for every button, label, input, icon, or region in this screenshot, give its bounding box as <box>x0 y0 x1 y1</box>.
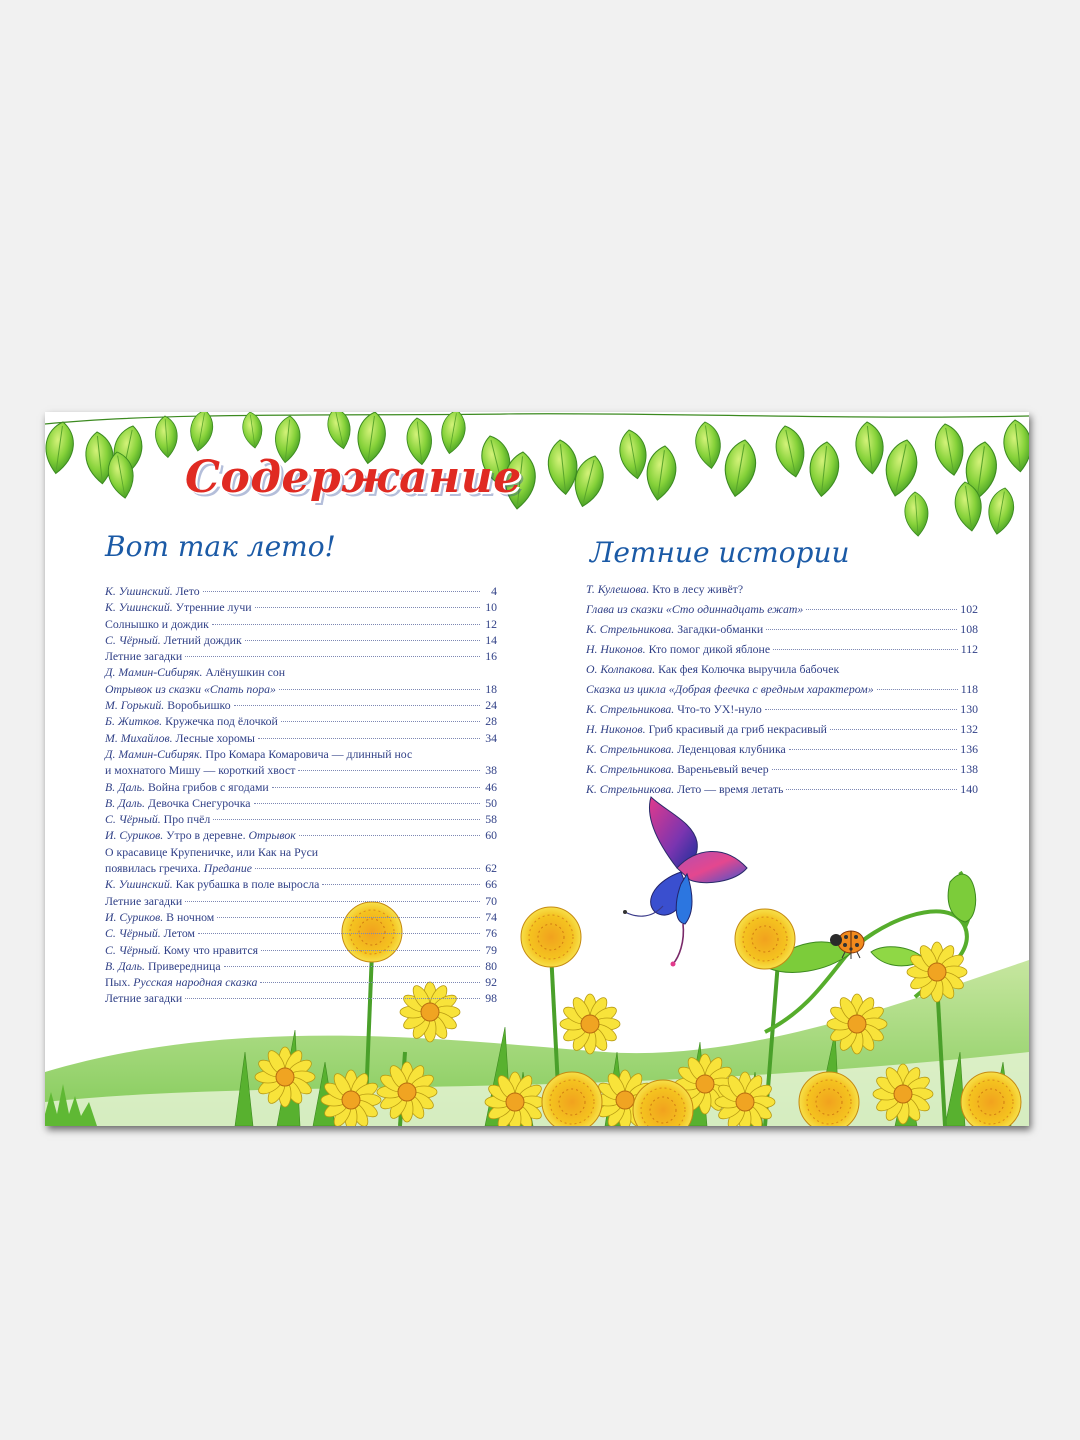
entry-line <box>105 713 497 729</box>
toc-entry[interactable] <box>586 739 978 759</box>
entry-line <box>105 811 497 827</box>
dot-leader <box>772 769 958 770</box>
entry-line <box>586 759 978 779</box>
toc-entry[interactable] <box>105 599 497 615</box>
toc-entry[interactable] <box>105 664 497 697</box>
entry-title: Что-то УХ!-нуло <box>677 702 762 716</box>
toc-entry[interactable] <box>586 659 978 699</box>
page-number: 136 <box>960 742 978 756</box>
entry-title: Про пчёл <box>163 812 211 827</box>
toc-entry[interactable] <box>586 779 978 799</box>
entry-text <box>105 942 258 958</box>
entry-author: С. Чёрный. <box>105 812 161 827</box>
entry-author: М. Горький. <box>105 698 165 713</box>
entry-title: Привередница <box>147 958 221 973</box>
entry-note: Отрывок <box>248 828 296 843</box>
entry-title: Девочка Снегурочка <box>147 795 251 810</box>
section-heading-right: Летние истории <box>590 536 850 569</box>
entry-author: Н. Никонов. <box>586 642 646 656</box>
toc-entry[interactable] <box>105 648 497 664</box>
dot-leader <box>806 609 957 610</box>
page-number: 10 <box>485 600 497 615</box>
page-number: 74 <box>485 909 497 924</box>
toc-entry[interactable] <box>105 779 497 795</box>
entry-title: Утренние лучи <box>175 600 252 615</box>
entry-text <box>586 579 743 599</box>
entry-line <box>105 942 497 958</box>
dot-leader <box>786 789 957 790</box>
dot-leader <box>224 966 480 967</box>
entry-author: О. Колпакова. <box>586 662 656 676</box>
page-number: 34 <box>485 730 497 745</box>
toc-entry[interactable] <box>105 713 497 729</box>
entry-line <box>105 616 497 632</box>
entry-text <box>586 719 827 739</box>
dot-leader <box>877 689 958 690</box>
entry-note: Глава из сказки «Сто одиннадцать ежат» <box>586 602 804 616</box>
entry-line <box>586 639 978 659</box>
toc-list-right <box>586 579 978 799</box>
entry-title: Воробьишко <box>167 698 231 713</box>
entry-line <box>586 739 978 759</box>
entry-note: Предание <box>203 861 253 876</box>
page-number: 112 <box>960 642 978 656</box>
entry-author: К. Стрельникова. <box>586 702 675 716</box>
page-number: 79 <box>485 942 497 957</box>
entry-line-continued <box>105 762 497 778</box>
toc-entry[interactable] <box>586 639 978 659</box>
page-number: 24 <box>485 698 497 713</box>
entry-text <box>105 795 251 811</box>
entry-title: Летние загадки <box>105 649 183 664</box>
dot-leader <box>212 624 480 625</box>
entry-line <box>586 719 978 739</box>
toc-entry[interactable] <box>586 579 978 619</box>
entry-line <box>105 925 497 941</box>
entry-text <box>105 746 412 762</box>
dot-leader <box>198 933 480 934</box>
dot-leader <box>765 709 958 710</box>
entry-line-continued <box>105 681 497 697</box>
entry-author: К. Стрельникова. <box>586 782 675 796</box>
dot-leader <box>185 656 480 657</box>
entry-text <box>105 990 182 1006</box>
entry-author: С. Чёрный. <box>105 632 161 647</box>
page-number: 132 <box>960 722 978 736</box>
page-number: 4 <box>491 584 497 598</box>
toc-entry[interactable] <box>586 759 978 779</box>
entry-title: Утро в деревне. <box>166 828 246 843</box>
dot-leader <box>298 770 480 771</box>
entry-text <box>105 583 200 599</box>
page-number: 16 <box>485 649 497 664</box>
entry-author: М. Михайлов. <box>105 730 173 745</box>
dot-leader <box>203 591 480 592</box>
entry-title: Алёнушкин сон <box>205 665 286 680</box>
entry-title: Кому что нравится <box>163 942 259 957</box>
entry-text <box>105 827 296 843</box>
dot-leader <box>258 738 480 739</box>
page-title: Содержание <box>185 452 522 503</box>
page-number: 28 <box>485 714 497 729</box>
entry-author: Н. Никонов. <box>586 722 646 736</box>
entry-line <box>105 664 497 680</box>
page-number: 60 <box>485 828 497 843</box>
entry-line <box>586 779 978 799</box>
section-heading-left: Вот так лето! <box>105 530 336 563</box>
entry-text <box>105 762 295 778</box>
dot-leader <box>260 982 480 983</box>
toc-entry[interactable] <box>105 909 497 925</box>
entry-author: К. Стрельникова. <box>586 762 675 776</box>
entry-line <box>586 699 978 719</box>
entry-text <box>105 909 214 925</box>
entry-text <box>586 699 762 719</box>
entry-title: Леденцовая клубника <box>677 742 786 756</box>
page-number: 102 <box>960 602 978 616</box>
toc-entry[interactable] <box>105 616 497 632</box>
dot-leader <box>279 689 480 690</box>
entry-text <box>105 616 209 632</box>
entry-line <box>586 659 978 679</box>
dot-leader <box>789 749 958 750</box>
page-number: 12 <box>485 616 497 631</box>
entry-line <box>105 746 497 762</box>
toc-entry[interactable] <box>105 958 497 974</box>
page-number: 62 <box>485 861 497 876</box>
entry-author: К. Ушинский. <box>105 600 173 615</box>
toc-entry[interactable] <box>105 876 497 892</box>
entry-author: К. Стрельникова. <box>586 742 675 756</box>
entry-author: В. Даль. <box>105 958 145 973</box>
entry-line <box>105 632 497 648</box>
entry-title: Вареньевый вечер <box>677 762 769 776</box>
entry-title: В ночном <box>166 909 215 924</box>
entry-line <box>105 730 497 746</box>
entry-text <box>105 648 182 664</box>
entry-title: Как рубашка в поле выросла <box>175 877 320 892</box>
entry-title: Кто помог дикой яблоне <box>648 642 771 656</box>
dot-leader <box>185 901 480 902</box>
dot-leader <box>254 803 481 804</box>
page-number: 76 <box>485 926 497 941</box>
entry-title: Как фея Колючка выручила бабочек <box>658 662 840 676</box>
entry-title: Лето <box>175 584 200 598</box>
entry-line <box>105 958 497 974</box>
entry-text <box>105 958 221 974</box>
entry-title-continued: появилась гречиха. <box>105 861 201 876</box>
entry-text <box>105 632 242 648</box>
entry-text <box>105 599 252 615</box>
entry-line <box>105 974 497 990</box>
book-spread <box>45 412 1029 1126</box>
entry-note: Сказка из цикла «Добрая феечка с вредным характером» <box>586 682 874 696</box>
toc-entry[interactable] <box>105 942 497 958</box>
entry-line <box>586 579 978 599</box>
entry-text <box>586 759 769 779</box>
page-number: 92 <box>485 975 497 990</box>
entry-title: Война грибов с ягодами <box>147 779 269 794</box>
page-number: 46 <box>485 779 497 794</box>
entry-line <box>105 909 497 925</box>
entry-title: Лесные хоромы <box>175 730 255 745</box>
entry-line <box>105 893 497 909</box>
page-number: 14 <box>485 632 497 647</box>
entry-title: Кружечка под ёлочкой <box>165 714 278 729</box>
page-number: 50 <box>485 795 497 810</box>
page-number: 108 <box>960 622 978 636</box>
entry-text <box>105 844 318 860</box>
toc-entry[interactable] <box>105 925 497 941</box>
entry-note: Отрывок из сказки «Спать пора» <box>105 681 276 696</box>
entry-author: Д. Мамин-Сибиряк. <box>105 665 203 680</box>
dot-leader <box>322 884 480 885</box>
entry-author: В. Даль. <box>105 795 145 810</box>
entry-text <box>105 974 257 990</box>
entry-author: С. Чёрный. <box>105 942 161 957</box>
page-number: 140 <box>960 782 978 796</box>
page-number: 18 <box>485 681 497 696</box>
entry-author: В. Даль. <box>105 779 145 794</box>
page-number: 80 <box>485 958 497 973</box>
toc-entry[interactable] <box>105 893 497 909</box>
entry-text <box>105 713 278 729</box>
entry-title: О красавице Крупеничке, или Как на Руси <box>105 844 319 859</box>
entry-text <box>586 779 783 799</box>
entry-line <box>105 844 497 860</box>
entry-text <box>586 679 874 699</box>
dot-leader <box>281 721 480 722</box>
toc-entry[interactable] <box>586 719 978 739</box>
entry-line <box>105 779 497 795</box>
toc-list-left <box>105 583 497 1007</box>
entry-text <box>586 639 770 659</box>
entry-note: Русская народная сказка <box>133 975 258 990</box>
entry-text <box>105 925 195 941</box>
toc-entry[interactable] <box>105 990 497 1006</box>
dot-leader <box>185 998 480 999</box>
dot-leader <box>773 649 958 650</box>
dot-leader <box>217 917 480 918</box>
entry-author: И. Суриков. <box>105 828 164 843</box>
entry-title: Летом <box>163 926 195 941</box>
entry-author: С. Чёрный. <box>105 926 161 941</box>
entry-line-continued <box>105 860 497 876</box>
entry-title: Лето — время летать <box>677 782 784 796</box>
entry-text <box>586 619 763 639</box>
entry-text <box>105 730 255 746</box>
dot-leader <box>255 607 480 608</box>
entry-title-continued: и мохнатого Мишу — короткий хвост <box>105 763 296 778</box>
dot-leader <box>272 787 480 788</box>
page-number: 58 <box>485 812 497 827</box>
toc-entry[interactable] <box>105 811 497 827</box>
page-number: 70 <box>485 893 497 908</box>
dot-leader <box>245 640 480 641</box>
entry-text <box>105 860 252 876</box>
entry-text <box>105 779 269 795</box>
toc-entry[interactable] <box>105 795 497 811</box>
page-number: 118 <box>960 682 978 696</box>
entry-line <box>105 990 497 1006</box>
entry-author: Д. Мамин-Сибиряк. <box>105 746 203 761</box>
page-number: 38 <box>485 763 497 778</box>
dot-leader <box>299 835 480 836</box>
butterfly-icon <box>623 797 747 967</box>
entry-author: Т. Кулешова. <box>586 582 650 596</box>
entry-author: Б. Житков. <box>105 714 163 729</box>
entry-text <box>586 599 803 619</box>
entry-text <box>105 697 231 713</box>
entry-line <box>105 599 497 615</box>
entry-line <box>105 648 497 664</box>
toc-entry[interactable] <box>105 844 497 877</box>
entry-title: Пых. <box>105 975 131 990</box>
entry-line <box>105 876 497 892</box>
entry-author: К. Стрельникова. <box>586 622 675 636</box>
toc-entry[interactable] <box>105 974 497 990</box>
dot-leader <box>766 629 957 630</box>
entry-line <box>105 827 497 843</box>
entry-title: Солнышко и дождик <box>105 616 209 631</box>
toc-entry[interactable] <box>105 583 497 599</box>
entry-text <box>105 876 319 892</box>
toc-entry[interactable] <box>105 746 497 779</box>
entry-line <box>586 619 978 639</box>
entry-text <box>586 739 786 759</box>
entry-author: И. Суриков. <box>105 909 164 924</box>
entry-line <box>105 697 497 713</box>
toc-entry[interactable] <box>586 699 978 719</box>
entry-line-continued <box>586 679 978 699</box>
entry-title: Летний дождик <box>163 632 242 647</box>
entry-author: К. Ушинский. <box>105 584 173 598</box>
entry-text <box>105 664 285 680</box>
toc-entry[interactable] <box>105 730 497 746</box>
dot-leader <box>830 729 957 730</box>
entry-title: Загадки-обманки <box>677 622 764 636</box>
entry-line-continued <box>586 599 978 619</box>
entry-text <box>105 681 276 697</box>
entry-line <box>105 583 497 599</box>
entry-title: Летние загадки <box>105 991 183 1006</box>
entry-line <box>105 795 497 811</box>
page-number: 98 <box>485 991 497 1006</box>
entry-title: Про Комара Комаровича — длинный нос <box>205 746 413 761</box>
entry-text <box>105 893 182 909</box>
dot-leader <box>261 950 480 951</box>
entry-author: К. Ушинский. <box>105 877 173 892</box>
toc-entry[interactable] <box>105 827 497 843</box>
toc-entry[interactable] <box>586 619 978 639</box>
entry-title: Гриб красивый да гриб некрасивый <box>648 722 827 736</box>
page-number: 138 <box>960 762 978 776</box>
entry-text <box>105 811 210 827</box>
entry-text <box>586 659 839 679</box>
toc-entry[interactable] <box>105 697 497 713</box>
page-number: 130 <box>960 702 978 716</box>
dot-leader <box>234 705 480 706</box>
dot-leader <box>255 868 480 869</box>
entry-title: Кто в лесу живёт? <box>652 582 744 596</box>
page-number: 66 <box>485 877 497 892</box>
toc-entry[interactable] <box>105 632 497 648</box>
entry-title: Летние загадки <box>105 893 183 908</box>
dot-leader <box>213 819 480 820</box>
